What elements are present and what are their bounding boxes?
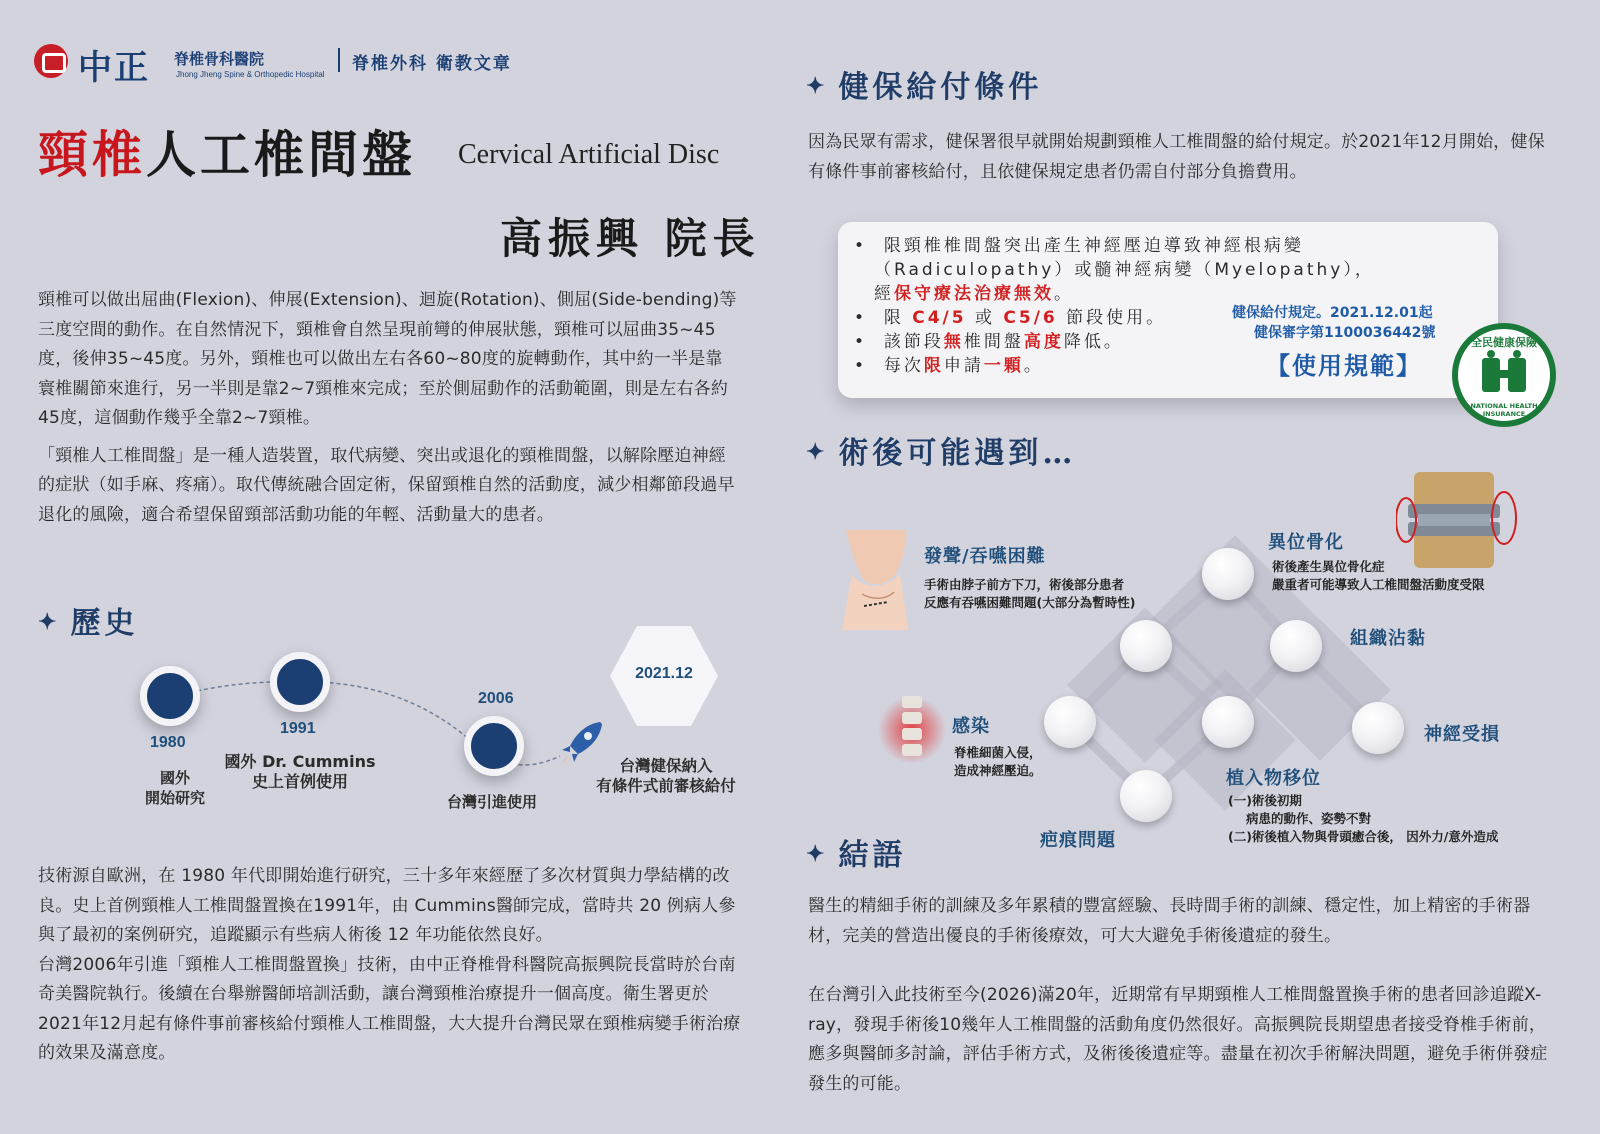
- nhi-seal-text: 全民健康保險: [1471, 336, 1537, 349]
- title-highlight: 頸椎: [38, 125, 146, 184]
- history-text: [38, 862, 744, 1077]
- history-paragraph-2: 台灣2006年引進「頸椎人工椎間盤置換」技術，由中正脊椎骨科醫院高振興院長當時於台南奇美醫院執行。後續在台舉辦醫師培訓活動，讓台灣頸椎治療提升一個高度。衛生署更於2021年12月起有條件事前審核給付頸椎人工椎間盤，大大提升台灣民眾在頸椎病變手術治療的效果及滿意度。: [38, 954, 741, 1063]
- header-divider: [338, 48, 340, 72]
- history-paragraph-1: 技術源自歐洲，在 1980 年代即開始進行研究，三十多年來經歷了多次材質與力學結構的改良。史上首例頸椎人工椎間盤置換在1991年，由 Cummins醫師完成，當時共 20 例病人參與了最初的案例研究，追蹤顯示有些病人術後 12 年功能依然良好。: [38, 866, 736, 945]
- article-category: 脊椎外科 衛教文章: [352, 54, 512, 74]
- intro-paragraph-2: 「頸椎人工椎間盤」是一種人造裝置，取代病變、突出或退化的頸椎間盤，以解除壓迫神經的症狀（如手麻、疼痛）。取代傳統融合固定術，保留頸椎自然的活動度，減少相鄰節段過早退化的風險，適合希望保留頸部活動功能的年輕、活動量大的患者。: [38, 445, 735, 525]
- timeline-label: 國外 開始研究: [144, 769, 205, 807]
- complication-title: 發聲/吞嚥困難: [924, 546, 1046, 567]
- usage-guidelines-link[interactable]: 【使用規範】: [1266, 352, 1422, 380]
- complication-title: 組織沾黏: [1350, 628, 1426, 649]
- title-english: Cervical Artificial Disc: [458, 139, 720, 170]
- nhi-seal-english: NATIONAL HEALTH INSURANCE: [1470, 402, 1538, 418]
- nhi-regulation-date: 健保給付規定。2021.12.01起: [1232, 305, 1433, 321]
- conclusion-paragraph-1: 醫生的精細手術的訓練及多年累積的豐富經驗、長時間手術的訓練、穩定性，加上精密的手術器材，完美的營造出優良的手術後療效，可大大避免手術後遺症的發生。: [808, 896, 1531, 946]
- timeline-label: 台灣引進使用: [446, 793, 537, 811]
- complication-desc: (一)術後初期 病患的動作、姿勢不對 (二)術後植入物與骨頭癒合後， 因外力/意外造成: [1228, 793, 1499, 844]
- sparkle-icon: ✦: [806, 439, 829, 465]
- nhi-seal-emblem: [1478, 350, 1530, 396]
- timeline-label: 國外 Dr. Cummins 史上首例使用: [224, 752, 376, 791]
- nhi-condition-2: • 限 C4/5 或 C5/6 節段使用。: [854, 308, 1167, 328]
- nhi-condition-3: • 該節段無椎間盤高度降低。: [854, 332, 1124, 352]
- hospital-name: 中正: [78, 48, 150, 88]
- complication-title: 植入物移位: [1226, 768, 1321, 789]
- intro-section: [38, 286, 738, 538]
- complication-title: 神經受損: [1424, 724, 1500, 745]
- history-heading: ✦ 歷史: [38, 606, 139, 641]
- complication-node: [1120, 770, 1172, 822]
- sparkle-icon: ✦: [806, 841, 829, 867]
- complication-title: 異位骨化: [1268, 532, 1344, 553]
- timeline-node-1980: [140, 666, 200, 726]
- timeline-year: 1991: [280, 720, 316, 737]
- hospital-english-name: Jhong Jheng Spine & Orthopedic Hospital: [176, 70, 325, 79]
- sparkle-icon: ✦: [806, 73, 829, 99]
- timeline-year: 2021.12: [635, 665, 693, 682]
- nhi-regulation-number: 健保審字第1100036442號: [1254, 325, 1436, 341]
- timeline-year: 2006: [478, 690, 514, 707]
- conclusion-text: [808, 892, 1560, 1107]
- complication-desc: 脊椎細菌入侵， 造成神經壓迫。: [954, 745, 1042, 778]
- complication-node: [1120, 620, 1172, 672]
- conclusion-heading: ✦ 結語: [806, 838, 907, 873]
- timeline-node-2006: [464, 716, 524, 776]
- complications-heading: ✦ 術後可能遇到…: [806, 436, 1077, 471]
- nhi-intro: 因為民眾有需求，健保署很早就開始規劃頸椎人工椎間盤的給付規定。於2021年12月開始，健保有條件事前審核給付，且依健保規定患者仍需自付部分負擔費用。: [808, 132, 1545, 182]
- timeline-label: 台灣健保納入 有條件式前審核給付: [596, 757, 736, 795]
- complication-node: [1270, 620, 1322, 672]
- intro-paragraph-1: 頸椎可以做出屈曲(Flexion)、伸展(Extension)、迴旋(Rotation)、側屈(Side-bending)等三度空間的動作。在自然情況下，頸椎會自然呈現前彎的伸展狀態，頸椎可以屈曲35~45度，後伸35~45度。另外，頸椎也可以做出左右各60~80度的旋轉動作，其中約一半是靠寰椎關節來進行，另一半則是靠2~7頸椎來完成；至於側屈動作的活動範圍，則是左右各約45度，這個動作幾乎全靠2~7頸椎。: [38, 290, 737, 428]
- author-name: 高振興 院長: [500, 214, 761, 263]
- timeline-node-1991: [270, 652, 330, 712]
- complication-title: 疤痕問題: [1040, 830, 1116, 851]
- infection-spine-icon: [878, 690, 948, 770]
- sparkle-icon: ✦: [38, 609, 61, 635]
- hospital-logo-icon: [34, 44, 68, 78]
- timeline-year: 1980: [150, 734, 186, 751]
- nhi-condition-4: • 每次限申請一顆。: [854, 356, 1044, 376]
- complication-node: [1202, 696, 1254, 748]
- complication-node: [1352, 702, 1404, 754]
- title-rest: 人工椎間盤: [146, 125, 416, 184]
- complication-desc: 術後產生異位骨化症 嚴重者可能導致人工椎間盤活動度受限: [1272, 559, 1485, 592]
- complication-node: [1044, 696, 1096, 748]
- complication-desc: 手術由脖子前方下刀，術後部分患者 反應有吞嚥困難問題(大部分為暫時性): [924, 577, 1136, 610]
- ossification-illustration-icon: [1396, 470, 1520, 570]
- page-title: [38, 115, 416, 187]
- nhi-heading: ✦ 健保給付條件: [806, 70, 1043, 105]
- neck-illustration-icon: [836, 530, 912, 630]
- complication-node: [1202, 548, 1254, 600]
- conclusion-paragraph-2: 在台灣引入此技術至今(2026)滿20年，近期常有早期頸椎人工椎間盤置換手術的患者回診追蹤X-ray，發現手術後10幾年人工椎間盤的活動角度仍然很好。高振興院長期望患者接受脊椎手術前，應多與醫師多討論，評估手術方式，及術後後遺症等。盡量在初次手術解決問題，避免手術併發症發生的可能。: [808, 985, 1548, 1094]
- nhi-condition-1: • 限頸椎椎間盤突出產生神經壓迫導致神經根病變 （Radiculopathy）或髓神經病變（Myelopathy）， 經保守療法治療無效。: [854, 236, 1375, 304]
- complication-title: 感染: [952, 716, 990, 737]
- hospital-subname: 脊椎骨科醫院: [174, 50, 265, 68]
